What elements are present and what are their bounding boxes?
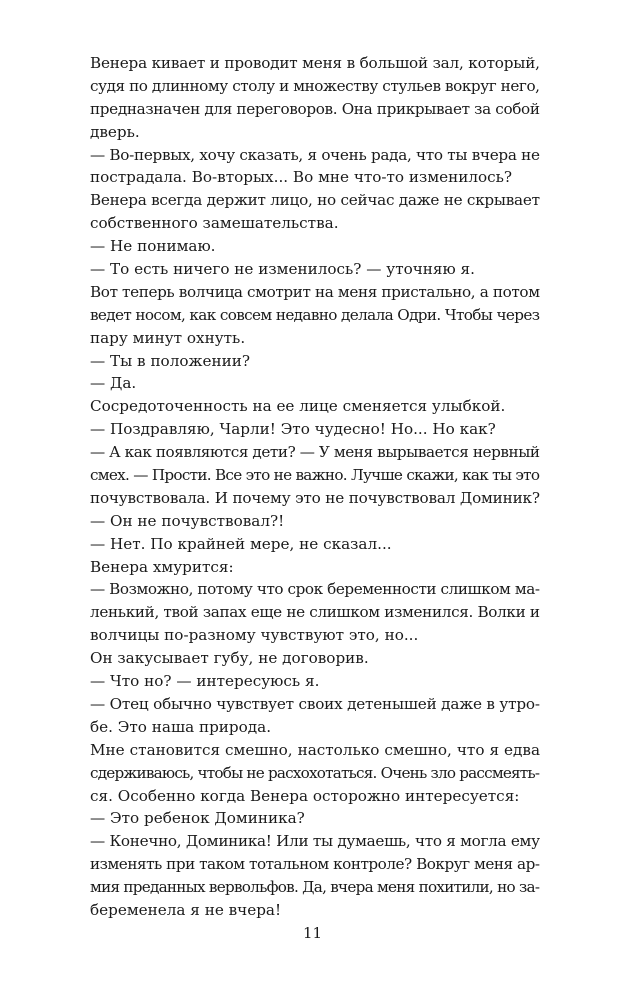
text-line: ся. Особенно когда Венера осторожно интересуется: <box>90 786 520 805</box>
text-line: — Конечно, Доминика! Или ты думаешь, что я могла ему <box>90 832 540 851</box>
text-line: изменять при таком тотальном контроле? Вокруг меня ар- <box>90 855 540 874</box>
text-line: смех. — Прости. Все это не важно. Лучше скажи, как ты это <box>90 466 540 485</box>
page-number: 11 <box>302 924 323 942</box>
text-line: — То есть ничего не изменилось? — уточняю я. <box>90 260 475 279</box>
text-line: дверь. <box>90 122 140 141</box>
text-line: судя по длинному столу и множеству стульев вокруг него, <box>90 76 540 95</box>
text-line: — Да. <box>90 374 137 393</box>
text-line: почувствовала. И почему это не почувствовал Доминик? <box>90 488 540 507</box>
text-line: волчицы по-разному чувствуют это, но... <box>90 626 419 645</box>
body-text <box>90 52 540 922</box>
text-line: Мне становится смешно, настолько смешно, что я едва <box>90 740 540 759</box>
text-line: Он закусывает губу, не договорив. <box>90 649 369 668</box>
text-line: — Поздравляю, Чарли! Это чудесно! Но... Но как? <box>90 420 496 439</box>
text-line: — Он не почувствовал?! <box>90 511 285 530</box>
text-line: пару минут охнуть. <box>90 328 246 347</box>
text-line: Венера хмурится: <box>90 557 234 576</box>
text-line: — Нет. По крайней мере, не сказал... <box>90 534 392 553</box>
text-line: Венера всегда держит лицо, но сейчас даже не скрывает <box>90 191 540 210</box>
text-line: мия преданных вервольфов. Да, вчера меня похитили, но за- <box>90 878 540 897</box>
text-line: — А как появляются дети? — У меня вырывается нервный <box>90 443 540 462</box>
text-line: пострадала. Во-вторых... Во мне что-то изменилось? <box>90 168 513 187</box>
text-line: — Что но? — интересуюсь я. <box>90 672 320 691</box>
text-line: — Возможно, потому что срок беременности слишком ма- <box>90 580 540 599</box>
text-line: сдерживаюсь, чтобы не расхохотаться. Очень зло рассмеять- <box>90 763 540 782</box>
text-line: Венера кивает и проводит меня в большой зал, который, <box>90 54 540 72</box>
text-line: — Во-первых, хочу сказать, я очень рада, что ты вчера не <box>90 145 540 164</box>
text-line: — Не понимаю. <box>90 237 216 256</box>
text-line: — Это ребенок Доминика? <box>90 809 305 828</box>
text-line: Сосредоточенность на ее лице сменяется улыбкой. <box>90 397 506 416</box>
text-line: ленький, твой запах еще не слишком изменился. Волки и <box>90 603 540 622</box>
text-line: ведет носом, как совсем недавно делала Одри. Чтобы через <box>90 305 540 324</box>
text-line: беременела я не вчера! <box>90 900 282 919</box>
text-line: — Ты в положении? <box>90 351 250 370</box>
text-line: — Отец обычно чувствует своих детенышей даже в утро- <box>90 694 540 713</box>
text-line: бе. Это наша природа. <box>90 717 272 736</box>
text-line: предназначен для переговоров. Она прикрывает за собой <box>90 99 540 118</box>
text-line: собственного замешательства. <box>90 214 339 233</box>
text-line: Вот теперь волчица смотрит на меня пристально, а потом <box>90 282 540 301</box>
